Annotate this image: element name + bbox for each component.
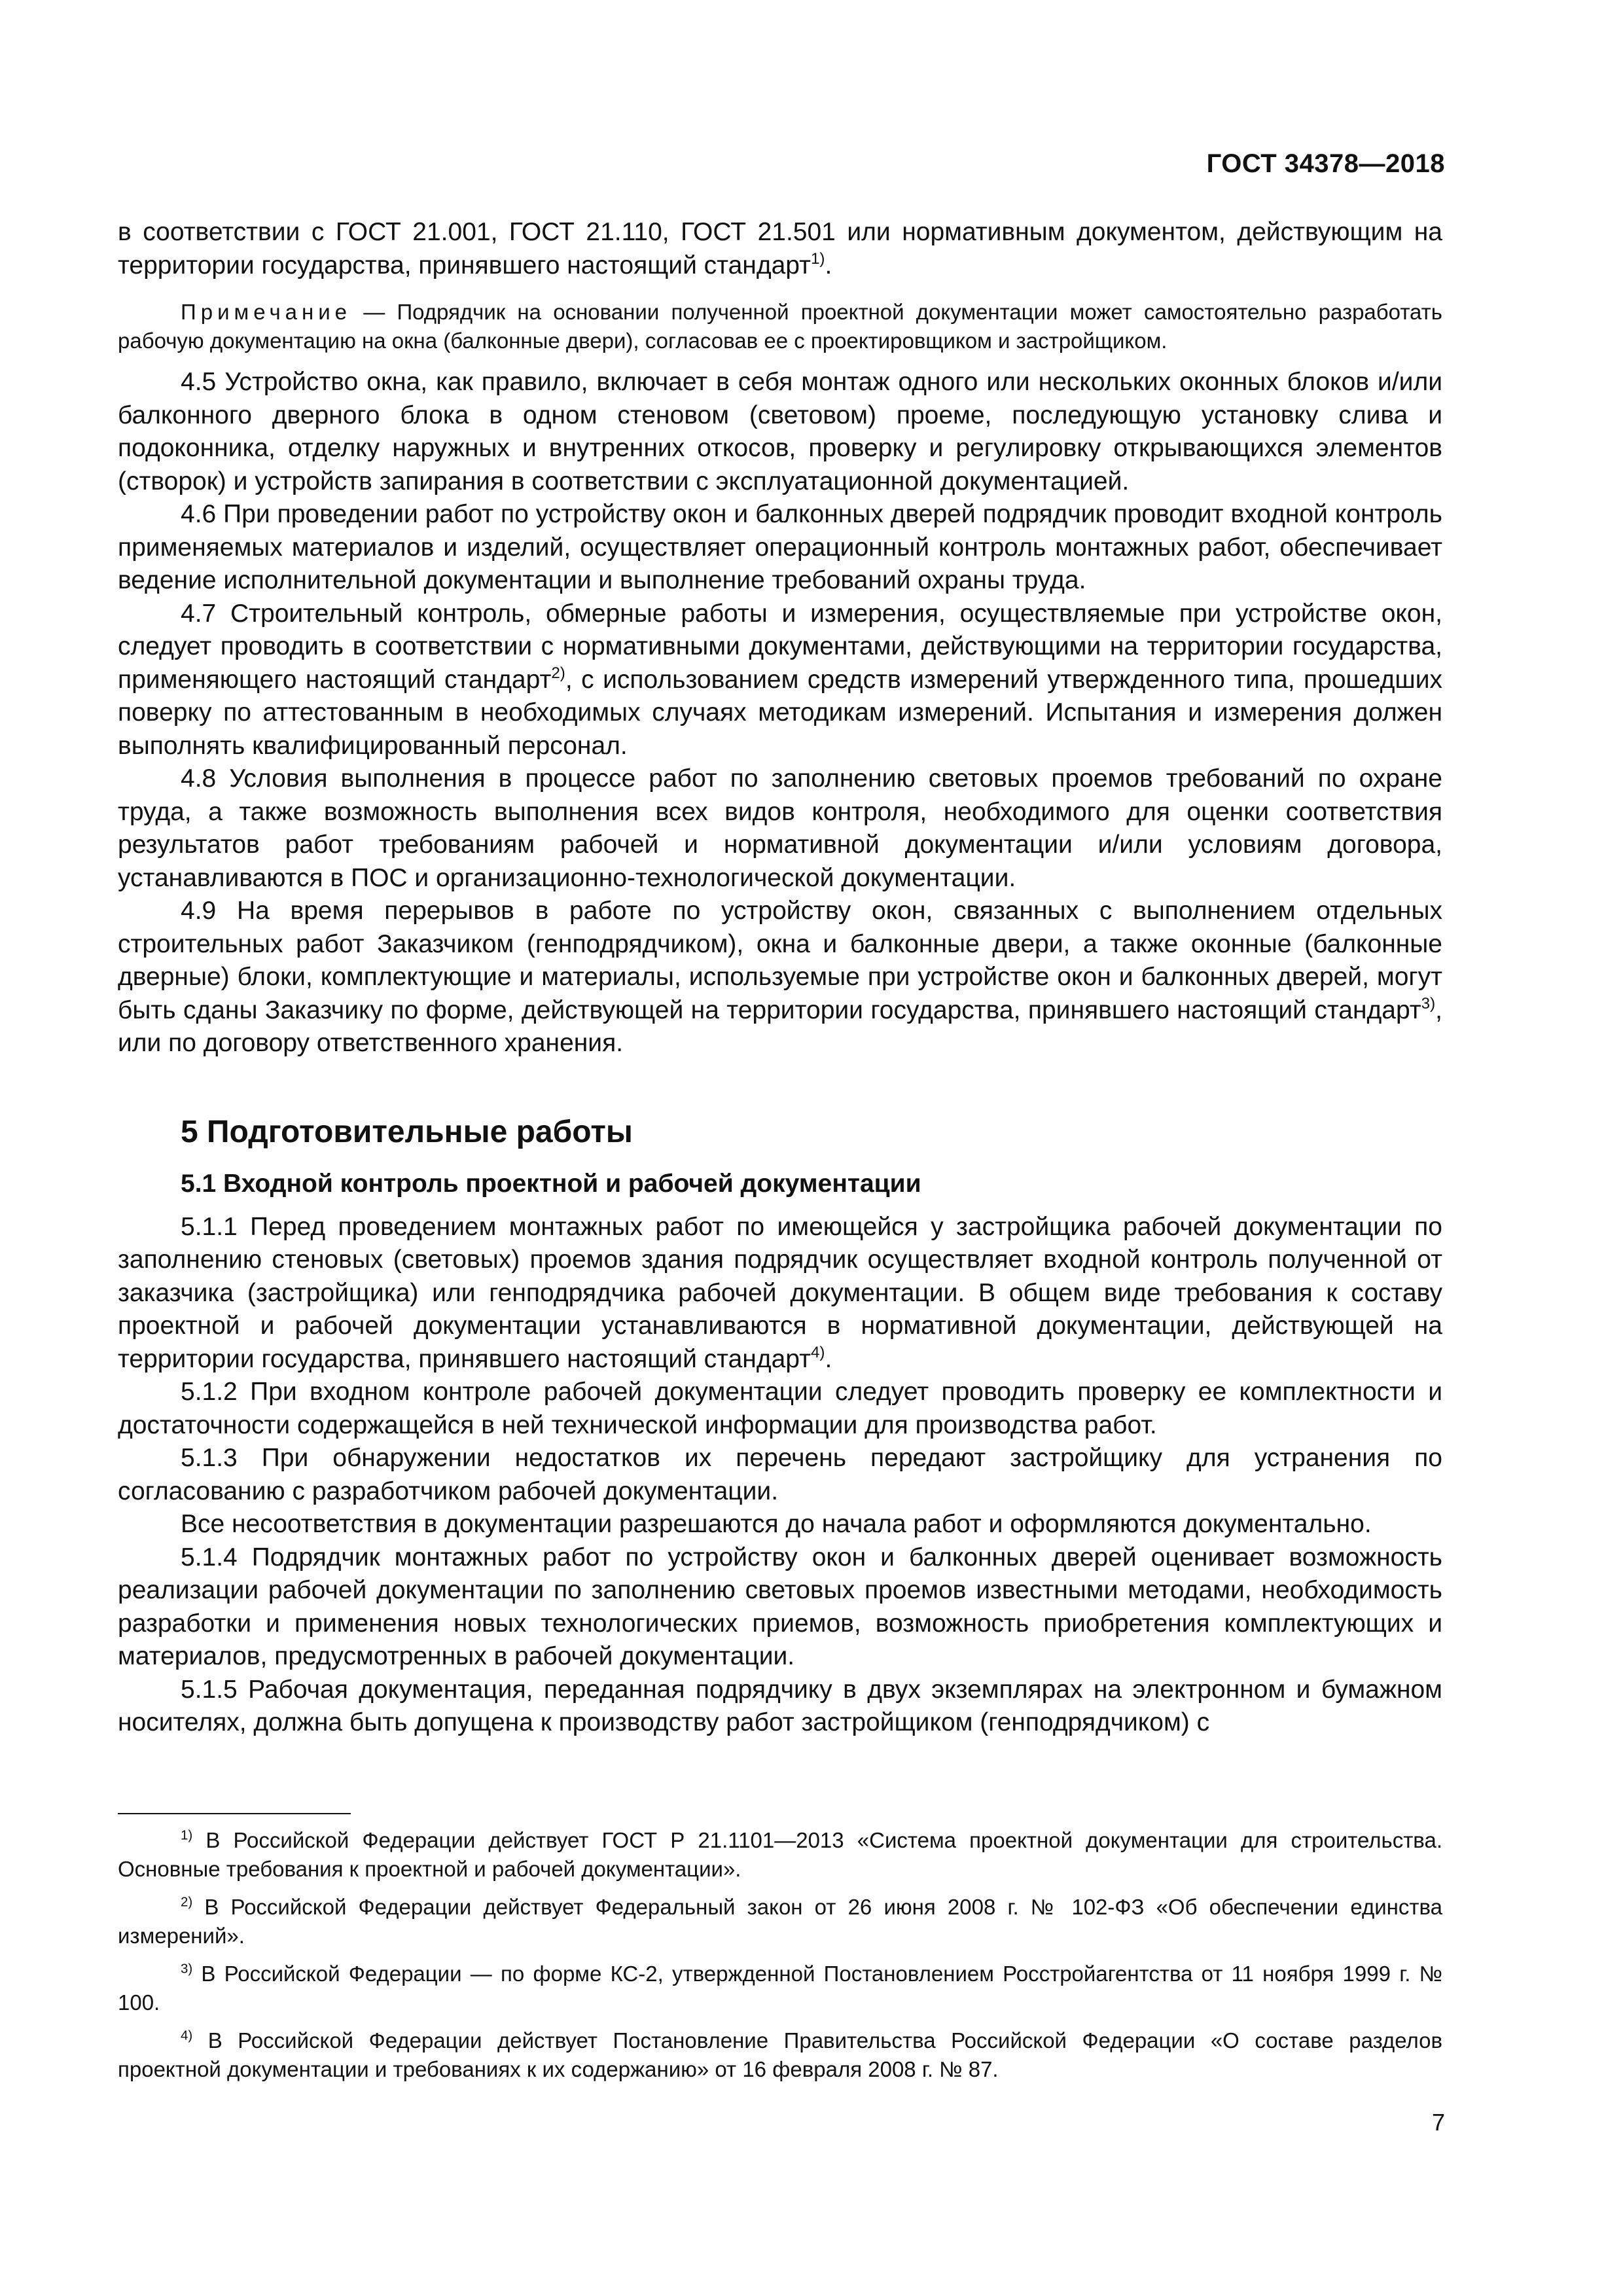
note-text: — Подрядчик на основании полученной проектной документации может самостоятельно разработать рабочую документацию на окна (балконные двери), согласовав ее с проектировщиком и застройщиком.	[118, 300, 1442, 353]
footnote-ref-4[interactable]: 4)	[810, 1343, 825, 1361]
clause-4-9: 4.9 На время перерывов в работе по устройству окон, связанных с выполнением отдельных строительных работ Заказчиком (генподрядчиком), окна и балконные двери, а также оконные (балконные дверные) блоки, комплектующие и материалы, используемые при устройстве окон и балконных дверей, могут быть сданы Заказчику по форме, действующей на территории государства, принявшего настоящий стандарт$^{3)}$, или по договору ответственного хранения.	[118, 897, 1442, 1057]
clause-4-8: 4.8 Условия выполнения в процессе работ по заполнению световых проемов требований по охране труда, а также возможность выполнения всех видов контроля, необходимого для оценки соответствия результатов работ требованиям рабочей и нормативной документации и/или условиям договора, устанавливаются в ПОС и организационно-технологической документации.	[118, 764, 1442, 892]
document-number-header: ГОСТ 34378—2018	[1206, 149, 1445, 178]
footnote-3: $^{3)}$ В Российской Федерации — по форме КС-2, утвержденной Постановлением Росстройагентства от 11 ноября 1999 г. № 100.	[118, 1961, 1442, 2015]
note-label: Примечание	[181, 300, 352, 324]
main-text	[118, 216, 1442, 1740]
footnote-1: $^{1)}$ В Российской Федерации действует ГОСТ Р 21.1101—2013 «Система проектной документации для строительства. Основные требования к проектной и рабочей документации».	[118, 1827, 1442, 1881]
footnote-ref-1[interactable]: 1)	[810, 249, 825, 268]
footnote-2: $^{2)}$ В Российской Федерации действует Федеральный закон от 26 июня 2008 г. № 102-ФЗ «Об обеспечении единства измерений».	[118, 1894, 1442, 1948]
clause-5-1-5: 5.1.5 Рабочая документация, переданная подрядчику в двух экземплярах на электронном и бумажном носителях, должна быть допущена к производству работ застройщиком (генподрядчиком) с	[118, 1675, 1442, 1736]
footnote-divider	[118, 1813, 351, 1814]
clause-5-1-4: 5.1.4 Подрядчик монтажных работ по устройству окон и балконных дверей оценивает возможность реализации рабочей документации по заполнению световых проемов известными методами, необходимость разработки и применения новых технологических приемов, возможность приобретения комплектующих и материалов, предусмотренных в рабочей документации.	[118, 1543, 1442, 1670]
note	[118, 298, 1442, 355]
clause-5-1-3-continued: Все несоответствия в документации разрешаются до начала работ и оформляются документально.	[181, 1510, 1372, 1538]
section-5-1-heading: 5.1 Входной контроль проектной и рабочей документации	[181, 1169, 921, 1198]
clause-4-5: 4.5 Устройство окна, как правило, включает в себя монтаж одного или нескольких оконных блоков и/или балконного дверного блока в одном стеновом (световом) проеме, последующую установку слива и подоконника, отделку наружных и внутренних откосов, проверку и регулировку открывающихся элементов (створок) и устройств запирания в соответствии с эксплуатационной документацией.	[118, 368, 1442, 495]
clause-5-1-1: 5.1.1 Перед проведением монтажных работ по имеющейся у застройщика рабочей документации по заполнению стеновых (световых) проемов здания подрядчик осуществляет входной контроль полученной от заказчика (застройщика) или генподрядчика рабочей документации. В общем виде требования к составу проектной и рабочей документации устанавливаются в нормативной документации, действующей на территории государства, принявшего настоящий стандарт$^{4)}$.	[118, 1212, 1442, 1373]
section-5-heading: 5 Подготовительные работы	[181, 1114, 633, 1149]
paragraph-continuation: в соответствии с ГОСТ 21.001, ГОСТ 21.110, ГОСТ 21.501 или нормативным документом, действующим на территории государства, принявшего настоящий стандарт$^{1)}$.	[118, 218, 1442, 279]
clause-5-1-2: 5.1.2 При входном контроле рабочей документации следует проводить проверку ее комплектности и достаточности содержащейся в ней технической информации для производства работ.	[118, 1378, 1442, 1439]
footnote-ref-2[interactable]: 2)	[551, 664, 565, 682]
page-number: 7	[1431, 2109, 1445, 2136]
clause-4-6: 4.6 При проведении работ по устройству окон и балконных дверей подрядчик проводит входной контроль применяемых материалов и изделий, осуществляет операционный контроль монтажных работ, обеспечивает ведение исполнительной документации и выполнение требований охраны труда.	[118, 500, 1442, 594]
footnotes	[118, 1826, 1442, 2093]
clause-4-7: 4.7 Строительный контроль, обмерные работы и измерения, осуществляемые при устройстве окон, следует проводить в соответствии с нормативными документами, действующими на территории государства, применяющего настоящий стандарт$^{2)}$, с использованием средств измерений утвержденного типа, прошедших поверку по аттестованным в необходимых случаях методикам измерений. Испытания и измерения должен выполнять квалифицированный персонал.	[118, 599, 1442, 760]
clause-5-1-3: 5.1.3 При обнаружении недостатков их перечень передают застройщику для устранения по согласованию с разработчиком рабочей документации.	[118, 1444, 1442, 1505]
footnote-4: $^{4)}$ В Российской Федерации действует Постановление Правительства Российской Федерации «О составе разделов проектной документации и требованиях к их содержанию» от 16 февраля 2008 г. № 87.	[118, 2028, 1442, 2081]
footnote-ref-3[interactable]: 3)	[1421, 994, 1436, 1013]
